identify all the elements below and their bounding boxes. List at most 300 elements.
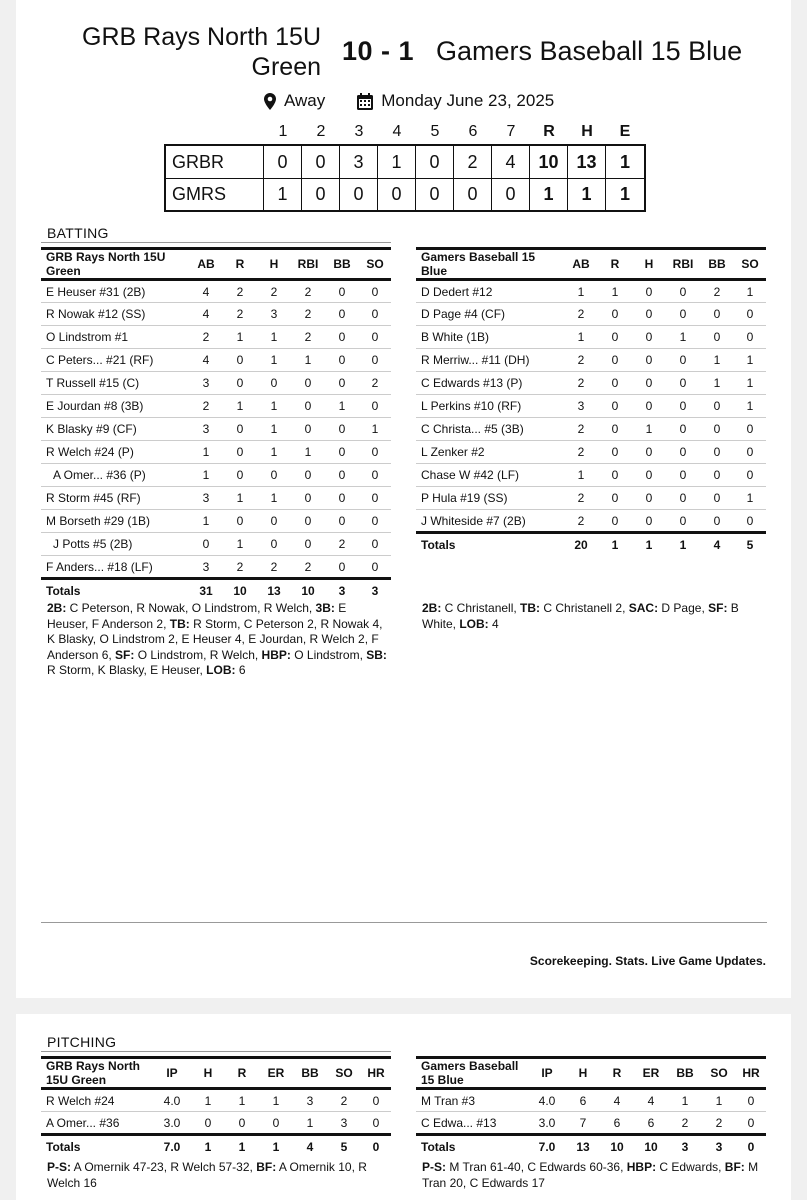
note-value: D Page, [658, 601, 709, 615]
stat-column-header: IP [153, 1058, 191, 1089]
stat-cell: 0 [359, 510, 391, 533]
linescore-row [166, 178, 644, 210]
stat-cell: 0 [598, 510, 632, 533]
stat-cell: 0 [325, 510, 359, 533]
stat-cell: 0 [666, 510, 700, 533]
player-row [416, 280, 766, 303]
stat-cell: 0 [666, 303, 700, 326]
footer-tagline: Scorekeeping. Stats. Live Game Updates. [529, 954, 766, 968]
stat-cell: 1 [189, 441, 223, 464]
linescore-runs: 1 [530, 179, 568, 210]
note-value: O Lindstrom, R Welch, [134, 647, 262, 662]
player-name: R Welch #24 (P) [41, 441, 189, 464]
stat-cell: 0 [700, 326, 734, 349]
stat-cell: 0 [325, 441, 359, 464]
linescore-cell: 0 [340, 179, 378, 210]
stat-cell: 2 [700, 280, 734, 303]
note-key: TB: [520, 601, 541, 615]
player-name: A Omer... #36 (P) [41, 464, 189, 487]
stat-cell: 0 [291, 372, 325, 395]
stat-cell: 0 [734, 464, 766, 487]
totals-label: Totals [41, 579, 189, 602]
stat-cell: 0 [359, 280, 391, 303]
note-key: 3B: [315, 601, 335, 615]
stat-cell: 2 [223, 303, 257, 326]
player-row [41, 556, 391, 579]
stat-cell: 3 [189, 372, 223, 395]
stat-cell: 0 [325, 418, 359, 441]
stat-cell: 1 [225, 1089, 259, 1112]
stat-cell: 7.0 [528, 1135, 566, 1158]
totals-label: Totals [41, 1135, 153, 1158]
stat-cell: 0 [259, 1112, 293, 1135]
stat-cell: 0 [223, 372, 257, 395]
stat-cell: 2 [223, 556, 257, 579]
player-row [41, 533, 391, 556]
stat-cell: 1 [259, 1135, 293, 1158]
stat-cell: 0 [700, 303, 734, 326]
away-pitching-notes [422, 1160, 772, 1191]
note-value: R Storm, C Peterson 2, R Nowak 4, K Blasky, O Lindstrom 2, E Heuser 4, E Jourdan, R Welch 2, F Anderson 6, [47, 616, 383, 662]
location-label: Away [284, 91, 326, 110]
stat-cell: 1 [734, 487, 766, 510]
stat-cell: 1 [189, 464, 223, 487]
stat-cell: 0 [291, 533, 325, 556]
stat-cell: 0 [666, 464, 700, 487]
stat-column-header: H [257, 249, 291, 280]
pitching-card [16, 1014, 791, 1200]
stat-cell: 3 [189, 418, 223, 441]
totals-row [416, 533, 766, 556]
linescore-cell: 0 [264, 146, 302, 178]
player-row [41, 303, 391, 326]
home-pitching-notes [47, 1160, 387, 1191]
divider [41, 1051, 391, 1052]
stat-cell: 0 [361, 1112, 391, 1135]
note-value: A Omernik 10, R Welch 16 [47, 1160, 367, 1190]
pitching-section-label: PITCHING [47, 1034, 117, 1050]
linescore-errors: 1 [619, 184, 630, 204]
stat-cell: 0 [223, 418, 257, 441]
stat-cell: 0 [666, 441, 700, 464]
player-name: M Tran #3 [416, 1089, 528, 1112]
stat-cell: 4 [600, 1089, 634, 1112]
away-team-name: Gamers Baseball 15 Blue [436, 36, 743, 66]
player-name: L Perkins #10 (RF) [416, 395, 564, 418]
stat-cell: 2 [668, 1112, 702, 1135]
player-row [41, 1112, 391, 1135]
linescore-col: 6 [468, 123, 478, 140]
player-row [416, 303, 766, 326]
home-batting-table [41, 247, 391, 602]
stat-cell: 0 [598, 441, 632, 464]
stat-cell: 1 [734, 372, 766, 395]
note-key: BF: [724, 1160, 745, 1174]
stat-cell: 4 [189, 303, 223, 326]
stat-column-header: BB [293, 1058, 327, 1089]
stat-cell: 0 [632, 395, 666, 418]
linescore-col: 4 [392, 123, 402, 140]
player-name: F Anders... #18 (LF) [41, 556, 189, 579]
linescore-hits: 13 [568, 146, 606, 178]
stat-cell: 0 [632, 441, 666, 464]
stat-column-header: SO [702, 1058, 736, 1089]
note-value: C Edwards, [656, 1160, 725, 1174]
player-row [416, 349, 766, 372]
stat-cell: 7.0 [153, 1135, 191, 1158]
totals-row [41, 1135, 391, 1158]
linescore-cell: 0 [416, 146, 454, 178]
stat-cell: 1 [734, 395, 766, 418]
stat-cell: 3.0 [528, 1112, 566, 1135]
player-name: M Borseth #29 (1B) [41, 510, 189, 533]
linescore-col: R [543, 123, 555, 140]
stat-cell: 2 [325, 533, 359, 556]
stat-column-header: BB [325, 249, 359, 280]
stat-cell: 0 [598, 487, 632, 510]
stat-column-header: HR [736, 1058, 766, 1089]
game-header [16, 20, 791, 90]
stat-cell: 0 [734, 303, 766, 326]
away-pitching-table [416, 1056, 766, 1158]
stat-cell: 1 [734, 349, 766, 372]
stat-cell: 0 [359, 326, 391, 349]
stat-cell: 0 [257, 464, 291, 487]
stat-cell: 0 [632, 349, 666, 372]
stat-column-header: R [223, 249, 257, 280]
stat-cell: 3 [189, 556, 223, 579]
player-row [416, 395, 766, 418]
note-value: R Storm, K Blasky, E Heuser, [47, 663, 207, 677]
linescore-cell: 0 [492, 179, 530, 210]
stat-cell: 1 [632, 418, 666, 441]
stat-cell: 1 [189, 510, 223, 533]
stat-cell: 1 [632, 533, 666, 556]
stat-cell: 0 [666, 372, 700, 395]
linescore-col: 3 [354, 123, 364, 140]
stat-cell: 2 [564, 349, 598, 372]
stat-cell: 0 [700, 487, 734, 510]
player-row [416, 372, 766, 395]
linescore [164, 120, 646, 212]
away-batting-notes [422, 601, 767, 632]
linescore-cell: 0 [302, 146, 340, 178]
stat-column-header: H [566, 1058, 600, 1089]
stat-cell: 0 [325, 303, 359, 326]
note-value: A Omernik 47-23, R Welch 57-32, [71, 1160, 257, 1174]
stat-cell: 1 [223, 326, 257, 349]
stat-cell: 0 [223, 510, 257, 533]
stat-cell: 0 [325, 487, 359, 510]
boxscore-card [16, 0, 791, 998]
stat-cell: 0 [257, 510, 291, 533]
linescore-team: GMRS [166, 179, 264, 210]
linescore-header [164, 120, 646, 144]
stat-cell: 1 [223, 533, 257, 556]
note-key: SB: [366, 647, 387, 662]
stat-cell: 0 [632, 303, 666, 326]
note-value: C Christanell 2, [540, 601, 629, 615]
stat-cell: 0 [257, 372, 291, 395]
stat-cell: 0 [598, 326, 632, 349]
stat-cell: 4.0 [528, 1089, 566, 1112]
linescore-hits: 1 [568, 179, 606, 210]
stat-cell: 0 [598, 303, 632, 326]
player-name: J Potts #5 (2B) [41, 533, 189, 556]
player-name: C Christa... #5 (3B) [416, 418, 564, 441]
stat-column-header: AB [564, 249, 598, 280]
stat-cell: 0 [325, 280, 359, 303]
player-row [41, 510, 391, 533]
player-name: R Storm #45 (RF) [41, 487, 189, 510]
player-row [416, 326, 766, 349]
player-row [416, 487, 766, 510]
player-name: B White (1B) [416, 326, 564, 349]
team-column-header: GRB Rays North 15U Green [41, 1058, 153, 1089]
stat-cell: 0 [632, 372, 666, 395]
player-row [41, 1089, 391, 1112]
stat-cell: 1 [291, 349, 325, 372]
stat-cell: 0 [632, 510, 666, 533]
player-name: O Lindstrom #1 [41, 326, 189, 349]
stat-cell: 4 [189, 280, 223, 303]
stat-cell: 0 [598, 464, 632, 487]
home-pitching-table [41, 1056, 391, 1158]
stat-cell: 4 [634, 1089, 668, 1112]
stat-column-header: H [191, 1058, 225, 1089]
stat-cell: 1 [564, 280, 598, 303]
final-score: 10 - 1 [342, 36, 415, 66]
player-row [416, 510, 766, 533]
game-date: Monday June 23, 2025 [381, 91, 555, 110]
team-column-header: GRB Rays North 15U Green [41, 249, 189, 280]
linescore-cell: 3 [340, 146, 378, 178]
stat-cell: 0 [191, 1112, 225, 1135]
stat-cell: 3 [702, 1135, 736, 1158]
stat-cell: 3 [325, 579, 359, 602]
stat-cell: 0 [325, 372, 359, 395]
stat-column-header: R [600, 1058, 634, 1089]
stat-cell: 0 [734, 510, 766, 533]
stat-column-header: R [598, 249, 632, 280]
stat-cell: 20 [564, 533, 598, 556]
player-name: T Russell #15 (C) [41, 372, 189, 395]
stat-cell: 10 [223, 579, 257, 602]
stat-column-header: AB [189, 249, 223, 280]
stat-cell: 0 [666, 418, 700, 441]
stat-cell: 2 [564, 487, 598, 510]
stat-cell: 2 [189, 395, 223, 418]
stat-cell: 0 [325, 556, 359, 579]
stat-cell: 13 [257, 579, 291, 602]
divider [41, 242, 391, 243]
stat-cell: 0 [359, 441, 391, 464]
stat-cell: 31 [189, 579, 223, 602]
stat-cell: 10 [600, 1135, 634, 1158]
stat-cell: 3 [189, 487, 223, 510]
stat-cell: 2 [359, 372, 391, 395]
stat-cell: 0 [736, 1112, 766, 1135]
stat-cell: 1 [257, 349, 291, 372]
stat-cell: 3.0 [153, 1112, 191, 1135]
stat-cell: 2 [564, 372, 598, 395]
linescore-row [166, 146, 644, 178]
stat-column-header: IP [528, 1058, 566, 1089]
stat-column-header: HR [361, 1058, 391, 1089]
linescore-team: GRBR [166, 146, 264, 178]
stat-cell: 0 [291, 395, 325, 418]
home-batting-notes [47, 601, 387, 679]
note-key: 2B: [47, 601, 67, 615]
linescore-cell: 2 [454, 146, 492, 178]
stat-cell: 1 [700, 349, 734, 372]
stat-cell: 1 [564, 326, 598, 349]
stat-cell: 2 [564, 303, 598, 326]
stat-cell: 2 [189, 326, 223, 349]
stat-column-header: SO [734, 249, 766, 280]
stat-cell: 1 [291, 441, 325, 464]
stat-cell: 0 [291, 418, 325, 441]
stat-cell: 3 [293, 1089, 327, 1112]
stat-cell: 0 [325, 326, 359, 349]
player-row [41, 418, 391, 441]
linescore-col: 2 [316, 123, 326, 140]
stat-cell: 0 [666, 280, 700, 303]
stat-cell: 10 [634, 1135, 668, 1158]
stat-cell: 0 [223, 464, 257, 487]
stat-cell: 3 [668, 1135, 702, 1158]
stat-cell: 0 [223, 441, 257, 464]
player-name: A Omer... #36 [41, 1112, 153, 1135]
stat-cell: 1 [325, 395, 359, 418]
stat-cell: 0 [700, 441, 734, 464]
player-name: D Page #4 (CF) [416, 303, 564, 326]
linescore-cell: 0 [454, 179, 492, 210]
stat-cell: 0 [598, 395, 632, 418]
linescore-col: 5 [430, 123, 440, 140]
stat-cell: 0 [291, 464, 325, 487]
stat-cell: 0 [734, 418, 766, 441]
player-name: R Merriw... #11 (DH) [416, 349, 564, 372]
linescore-cell: 1 [378, 146, 416, 178]
stat-cell: 1 [359, 418, 391, 441]
stat-cell: 0 [359, 349, 391, 372]
stat-cell: 6 [566, 1089, 600, 1112]
note-key: TB: [169, 616, 190, 631]
game-meta [264, 91, 554, 111]
stat-cell: 7 [566, 1112, 600, 1135]
player-row [416, 464, 766, 487]
stat-cell: 4.0 [153, 1089, 191, 1112]
note-value: B White, [422, 601, 739, 631]
stat-cell: 1 [700, 372, 734, 395]
stat-cell: 5 [327, 1135, 361, 1158]
player-row [41, 349, 391, 372]
stat-cell: 0 [189, 533, 223, 556]
stat-cell: 10 [291, 579, 325, 602]
player-row [41, 487, 391, 510]
stat-cell: 1 [668, 1089, 702, 1112]
stat-cell: 1 [257, 326, 291, 349]
note-key: LOB: [459, 616, 489, 631]
stat-column-header: SO [359, 249, 391, 280]
stat-cell: 2 [564, 510, 598, 533]
stat-cell: 1 [223, 395, 257, 418]
player-name: R Welch #24 [41, 1089, 153, 1112]
stat-cell: 0 [700, 395, 734, 418]
player-name: L Zenker #2 [416, 441, 564, 464]
player-name: C Peters... #21 (RF) [41, 349, 189, 372]
note-value: 6 [235, 663, 246, 677]
player-name: J Whiteside #7 (2B) [416, 510, 564, 533]
player-name: E Jourdan #8 (3B) [41, 395, 189, 418]
stat-cell: 1 [564, 464, 598, 487]
stat-cell: 0 [632, 280, 666, 303]
note-key: HBP: [626, 1160, 657, 1174]
stat-cell: 2 [327, 1089, 361, 1112]
linescore-col: 1 [278, 123, 288, 140]
stat-cell: 0 [736, 1135, 766, 1158]
note-key: HBP: [261, 647, 291, 662]
player-row [41, 326, 391, 349]
stat-cell: 1 [223, 487, 257, 510]
team-column-header: Gamers Baseball 15 Blue [416, 249, 564, 280]
divider [41, 922, 767, 923]
stat-cell: 0 [666, 349, 700, 372]
stat-cell: 0 [359, 395, 391, 418]
stat-cell: 4 [700, 533, 734, 556]
stat-cell: 3 [327, 1112, 361, 1135]
stat-cell: 0 [598, 418, 632, 441]
stat-column-header: H [632, 249, 666, 280]
player-name: P Hula #19 (SS) [416, 487, 564, 510]
stat-cell: 1 [225, 1135, 259, 1158]
stat-cell: 2 [702, 1112, 736, 1135]
linescore-cell: 0 [302, 179, 340, 210]
home-team-name: GRB Rays North 15U Green [82, 23, 321, 81]
linescore-cell: 0 [378, 179, 416, 210]
linescore-cell: 0 [416, 179, 454, 210]
player-row [41, 280, 391, 303]
totals-label: Totals [416, 1135, 528, 1158]
stat-cell: 0 [359, 487, 391, 510]
stat-cell: 2 [223, 280, 257, 303]
stat-cell: 2 [257, 280, 291, 303]
stat-cell: 3 [564, 395, 598, 418]
stat-cell: 1 [666, 326, 700, 349]
player-name: Chase W #42 (LF) [416, 464, 564, 487]
note-key: BF: [256, 1160, 277, 1174]
note-key: SF: [115, 647, 135, 662]
stat-cell: 6 [634, 1112, 668, 1135]
stat-cell: 1 [191, 1135, 225, 1158]
stat-cell: 0 [632, 326, 666, 349]
location-pin-icon [264, 93, 276, 110]
stat-cell: 1 [293, 1112, 327, 1135]
note-value: O Lindstrom, [290, 647, 367, 662]
linescore-box [164, 144, 646, 212]
player-row [41, 441, 391, 464]
linescore-cell: 1 [264, 179, 302, 210]
stat-cell: 2 [291, 556, 325, 579]
stat-cell: 0 [325, 349, 359, 372]
stat-column-header: ER [634, 1058, 668, 1089]
player-row [41, 464, 391, 487]
note-value: C Christanell, [441, 601, 521, 615]
stat-cell: 1 [734, 280, 766, 303]
stat-cell: 1 [666, 533, 700, 556]
note-value: 4 [488, 616, 499, 631]
